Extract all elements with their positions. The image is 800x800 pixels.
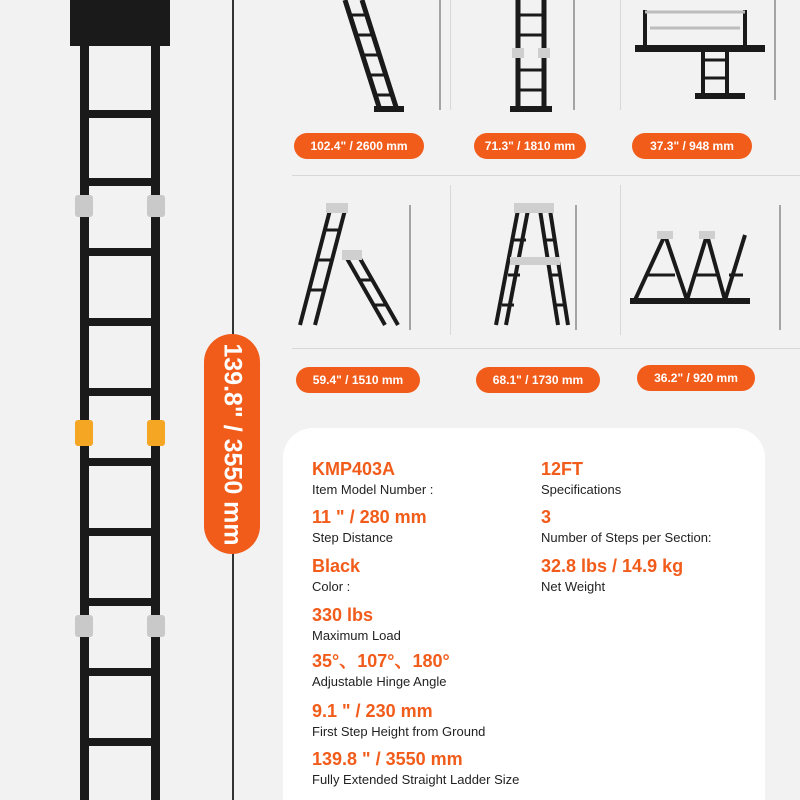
spec-value: 11 " / 280 mm	[312, 507, 427, 527]
spec-hinge-angle	[312, 650, 450, 690]
grid-divider	[450, 0, 451, 110]
mode-double-a-ladder	[625, 195, 800, 390]
spec-value: 9.1 " / 230 mm	[312, 701, 433, 721]
grid-divider	[620, 185, 621, 335]
mode-height-pill: 68.1" / 1730 mm	[476, 367, 600, 393]
spec-label: Adjustable Hinge Angle	[312, 674, 447, 689]
mode-height-pill: 71.3" / 1810 mm	[474, 133, 586, 159]
spec-extended-size	[312, 748, 519, 788]
spec-label: Item Model Number :	[312, 482, 434, 497]
spec-maximum-load	[312, 604, 401, 644]
spec-value: 12FT	[541, 459, 584, 479]
spec-steps-per-section	[541, 506, 712, 546]
spec-net-weight	[541, 555, 683, 595]
mode-a-frame-ladder	[470, 195, 620, 390]
spec-value: KMP403A	[312, 459, 396, 479]
extension-ladder-icon	[300, 0, 450, 125]
spec-color	[312, 555, 360, 595]
grid-divider	[450, 185, 451, 335]
spec-label: Maximum Load	[312, 628, 401, 643]
specifications-card	[283, 428, 765, 800]
mode-scaffold-ladder	[625, 0, 800, 170]
a-frame-ladder-icon	[470, 195, 620, 340]
straight-ladder-illustration	[70, 0, 170, 800]
spec-label: Net Weight	[541, 579, 606, 594]
mode-height-pill: 37.3" / 948 mm	[632, 133, 752, 159]
spec-value: 32.8 lbs / 14.9 kg	[541, 556, 684, 576]
spec-label: Color :	[312, 579, 351, 594]
spec-value: 3	[541, 507, 552, 527]
mode-extension-ladder	[300, 0, 450, 170]
grid-divider	[620, 0, 621, 110]
spec-specifications	[541, 458, 621, 498]
mode-stairway-ladder	[290, 195, 450, 390]
spec-value: 330 lbs	[312, 605, 374, 625]
spec-label: First Step Height from Ground	[312, 724, 486, 739]
grid-divider	[292, 175, 800, 176]
total-length-label: 139.8" / 3550 mm	[218, 342, 247, 546]
spec-value: 139.8 " / 3550 mm	[312, 749, 463, 769]
spec-label: Fully Extended Straight Ladder Size	[312, 772, 520, 787]
spec-step-distance	[312, 506, 427, 546]
mode-height-pill: 36.2" / 920 mm	[637, 365, 755, 391]
mode-height-pill: 59.4" / 1510 mm	[296, 367, 420, 393]
total-length-badge	[204, 334, 260, 554]
spec-model-number	[312, 458, 433, 498]
spec-value: Black	[312, 556, 361, 576]
spec-label: Specifications	[541, 482, 622, 497]
straight-ladder-icon	[470, 0, 620, 125]
scaffold-ladder-icon	[625, 0, 800, 125]
spec-first-step-height	[312, 700, 485, 740]
double-a-ladder-icon	[625, 195, 800, 340]
spec-label: Step Distance	[312, 530, 393, 545]
mode-height-pill: 102.4" / 2600 mm	[294, 133, 424, 159]
mode-straight-ladder	[470, 0, 620, 170]
stairway-ladder-icon	[290, 195, 450, 340]
spec-value: 35°、107°、180°	[312, 651, 450, 671]
spec-label: Number of Steps per Section:	[541, 530, 712, 545]
